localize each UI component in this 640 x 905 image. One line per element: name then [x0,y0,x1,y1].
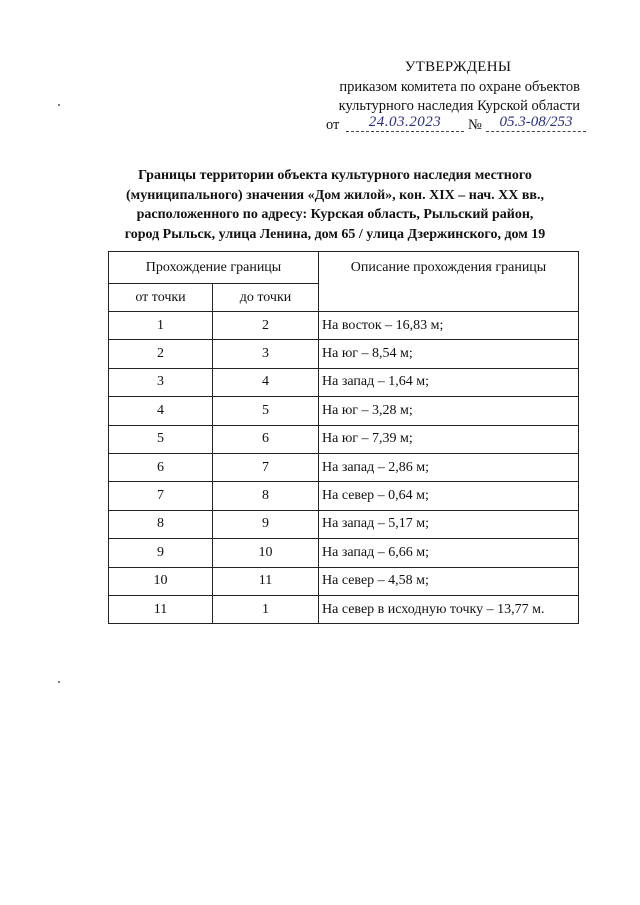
table-row [109,453,579,481]
description-cell: На север – 0,64 м; [319,482,579,510]
description-cell: На север – 4,58 м; [319,567,579,595]
approval-line-2: культурного наследия Курской области [338,98,580,114]
from-point-cell: 7 [109,482,213,510]
description-cell: На запад – 5,17 м; [319,510,579,538]
from-point-cell: 4 [109,397,213,425]
approval-heading: УТВЕРЖДЕНЫ [404,59,512,75]
approval-block [318,58,588,138]
from-point-cell: 10 [109,567,213,595]
to-point-cell: 6 [213,425,319,453]
from-point-cell: 5 [109,425,213,453]
boundary-table [108,251,579,624]
date-prefix: от [326,117,340,133]
table-row [109,510,579,538]
description-cell: На юг – 7,39 м; [319,425,579,453]
to-point-cell: 7 [213,453,319,481]
from-point-cell: 11 [109,595,213,623]
to-point-cell: 8 [213,482,319,510]
description-cell: На запад – 6,66 м; [319,539,579,567]
table-row [109,368,579,396]
from-point-cell: 8 [109,510,213,538]
approval-date-number [318,116,588,138]
description-cell: На юг – 8,54 м; [319,340,579,368]
table-row [109,539,579,567]
scan-speck [58,681,60,683]
approval-line-1: приказом комитета по охране объектов [339,79,580,95]
description-cell: На запад – 1,64 м; [319,368,579,396]
from-point-cell: 6 [109,453,213,481]
to-point-cell: 10 [213,539,319,567]
scan-speck [58,104,60,106]
title-line-1: Границы территории объекта культурного наследия местного [138,168,532,183]
table-row [109,567,579,595]
table-row [109,397,579,425]
table-row [109,312,579,340]
from-point-cell: 3 [109,368,213,396]
header-description: Описание прохождения границы [319,252,579,312]
from-point-cell: 9 [109,539,213,567]
title-line-2: (муниципального) значения «Дом жилой», кон. XIX – нач. XX вв., [126,187,544,203]
description-cell: На север в исходную точку – 13,77 м. [319,595,579,623]
to-point-cell: 11 [213,567,319,595]
to-point-cell: 1 [213,595,319,623]
description-cell: На запад – 2,86 м; [319,453,579,481]
from-point-cell: 1 [109,312,213,340]
title-line-3: расположенного по адресу: Курская область, Рыльский район, [136,207,534,222]
to-point-cell: 4 [213,368,319,396]
handwritten-order-number: 05.3-08/253 [486,112,586,132]
title-line-4: город Рыльск, улица Ленина, дом 65 / улица Дзержинского, дом 19 [124,226,546,242]
header-from-point: от точки [109,284,213,312]
header-to-point: до точки [213,284,319,312]
to-point-cell: 9 [213,510,319,538]
table-row [109,425,579,453]
to-point-cell: 5 [213,397,319,425]
document-title [100,166,570,244]
table-row [109,340,579,368]
handwritten-date: 24.03.2023 [346,112,464,132]
header-boundary-passage: Прохождение границы [109,252,319,284]
description-cell: На юг – 3,28 м; [319,397,579,425]
to-point-cell: 2 [213,312,319,340]
number-prefix: № [468,117,482,133]
table-row [109,482,579,510]
table-row [109,595,579,623]
from-point-cell: 2 [109,340,213,368]
to-point-cell: 3 [213,340,319,368]
description-cell: На восток – 16,83 м; [319,312,579,340]
